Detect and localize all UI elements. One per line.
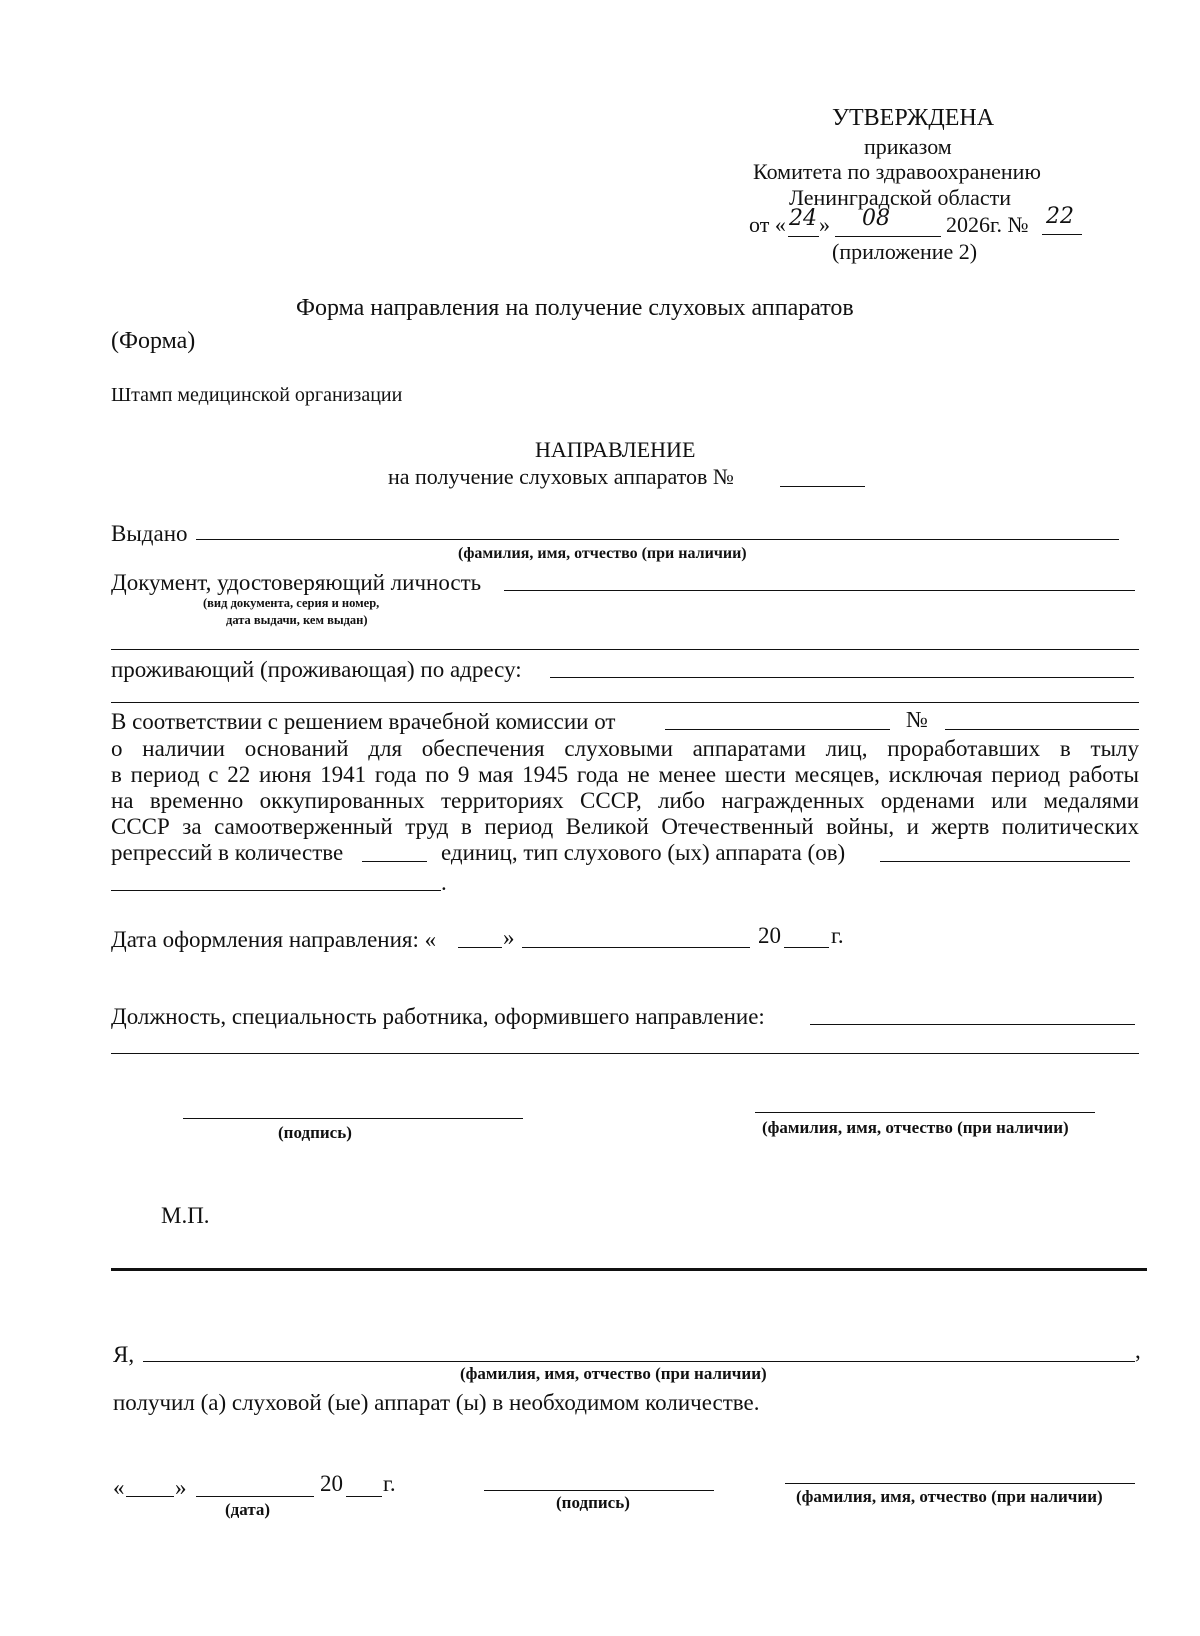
- receipt-signature-hint: (подпись): [556, 1493, 630, 1512]
- issued-line[interactable]: [196, 539, 1119, 540]
- issued-label: Выдано: [111, 521, 188, 546]
- fio-line[interactable]: [755, 1112, 1095, 1113]
- receipt-date-open: «: [113, 1475, 125, 1500]
- approval-year: 2026г. №: [946, 212, 1029, 237]
- body-line-4: СССР за самоотверженный труд в период Великой Отечественный войны, и жертв политических: [111, 814, 1139, 839]
- receipt-year-prefix: 20: [320, 1471, 343, 1496]
- position-label: Должность, специальность работника, оформившего направление:: [111, 1004, 765, 1029]
- approval-month: 08: [862, 206, 890, 231]
- issue-date-close: »: [503, 925, 515, 950]
- issue-day-line[interactable]: [458, 947, 502, 948]
- body-period: .: [441, 870, 447, 895]
- issue-year-prefix: 20: [758, 923, 781, 948]
- receipt-year-line[interactable]: [346, 1496, 382, 1497]
- body-line-3: на временно оккупированных территориях СССР, либо награжденных орденами или медалями: [111, 788, 1139, 813]
- approval-number-line: [1042, 234, 1082, 235]
- approval-line-3: Ленинградской области: [789, 185, 1011, 210]
- approval-day-suffix: »: [819, 212, 830, 237]
- address-line[interactable]: [550, 677, 1134, 678]
- receipt-fio-hint-2: (фамилия, имя, отчество (при наличии): [796, 1487, 1103, 1506]
- approval-number: 22: [1046, 204, 1074, 229]
- id-doc-line-2[interactable]: [111, 649, 1139, 650]
- quantity-line[interactable]: [362, 861, 427, 862]
- receipt-date-hint: (дата): [225, 1500, 271, 1519]
- id-doc-hint-1: (вид документа, серия и номер,: [203, 596, 380, 610]
- tear-separator: [111, 1268, 1147, 1271]
- signature-line[interactable]: [183, 1118, 523, 1119]
- commission-label: В соответствии с решением врачебной комиссии от: [111, 709, 616, 734]
- form-title: Форма направления на получение слуховых аппаратов: [296, 295, 854, 321]
- approval-appendix: (приложение 2): [832, 239, 978, 264]
- approval-title: УТВЕРЖДЕНА: [832, 105, 995, 131]
- doc-heading: НАПРАВЛЕНИЕ: [535, 437, 696, 462]
- commission-number-sign: №: [906, 707, 928, 732]
- stamp-label: Штамп медицинской организации: [111, 384, 403, 406]
- receipt-fio-line[interactable]: [143, 1361, 1135, 1362]
- id-doc-line[interactable]: [504, 590, 1135, 591]
- commission-number-line[interactable]: [945, 729, 1139, 730]
- issue-month-line[interactable]: [522, 947, 750, 948]
- approval-line-2: Комитета по здравоохранению: [753, 159, 1041, 184]
- body-line-2: в период с 22 июня 1941 года по 9 мая 1945 года не менее шести месяцев, исключая период работы: [111, 762, 1139, 787]
- receipt-received-text: получил (а) слуховой (ые) аппарат (ы) в необходимом количестве.: [113, 1390, 760, 1415]
- receipt-month-line[interactable]: [196, 1496, 314, 1497]
- receipt-comma: ,: [1135, 1338, 1141, 1363]
- device-type-line-2[interactable]: [111, 890, 441, 891]
- position-line[interactable]: [810, 1024, 1135, 1025]
- approval-month-line: [835, 236, 941, 237]
- device-type-line[interactable]: [880, 861, 1130, 862]
- address-label: проживающий (проживающая) по адресу:: [111, 657, 522, 682]
- position-line-2[interactable]: [111, 1053, 1139, 1054]
- body-line-5a: репрессий в количестве: [111, 840, 344, 865]
- address-line-2[interactable]: [111, 702, 1139, 703]
- approval-line-1: приказом: [864, 134, 952, 159]
- receipt-fio-line-2[interactable]: [785, 1483, 1135, 1484]
- issue-year-line[interactable]: [784, 947, 829, 948]
- receipt-year-suffix: г.: [383, 1471, 396, 1496]
- approval-day: 24: [789, 206, 817, 231]
- receipt-day-line[interactable]: [126, 1496, 174, 1497]
- issue-date-label: Дата оформления направления: «: [111, 927, 437, 952]
- issue-year-suffix: г.: [831, 923, 844, 948]
- fio-hint-short: (фамилия, имя, отчество (при наличии): [762, 1118, 1069, 1137]
- doc-number-line: [780, 486, 865, 487]
- body-line-1: о наличии оснований для обеспечения слуховыми аппаратами лиц, проработавших в тылу: [111, 736, 1139, 761]
- receipt-i-label: Я,: [113, 1342, 135, 1367]
- receipt-date-close: »: [175, 1475, 187, 1500]
- id-doc-hint-2: дата выдачи, кем выдан): [226, 613, 368, 627]
- form-label: (Форма): [111, 328, 196, 354]
- body-line-5b: единиц, тип слухового (ых) аппарата (ов): [441, 840, 846, 865]
- commission-date-line[interactable]: [665, 729, 890, 730]
- approval-day-line: [788, 236, 819, 237]
- approval-date-prefix: от «: [749, 212, 786, 237]
- receipt-signature-line[interactable]: [484, 1490, 714, 1491]
- signature-hint: (подпись): [278, 1123, 352, 1142]
- doc-subheading: на получение слуховых аппаратов №: [388, 464, 734, 489]
- fio-hint: (фамилия, имя, отчество (при наличии): [458, 545, 747, 562]
- seal-label: М.П.: [161, 1203, 210, 1228]
- receipt-fio-hint: (фамилия, имя, отчество (при наличии): [460, 1364, 767, 1383]
- id-doc-label: Документ, удостоверяющий личность: [111, 570, 482, 595]
